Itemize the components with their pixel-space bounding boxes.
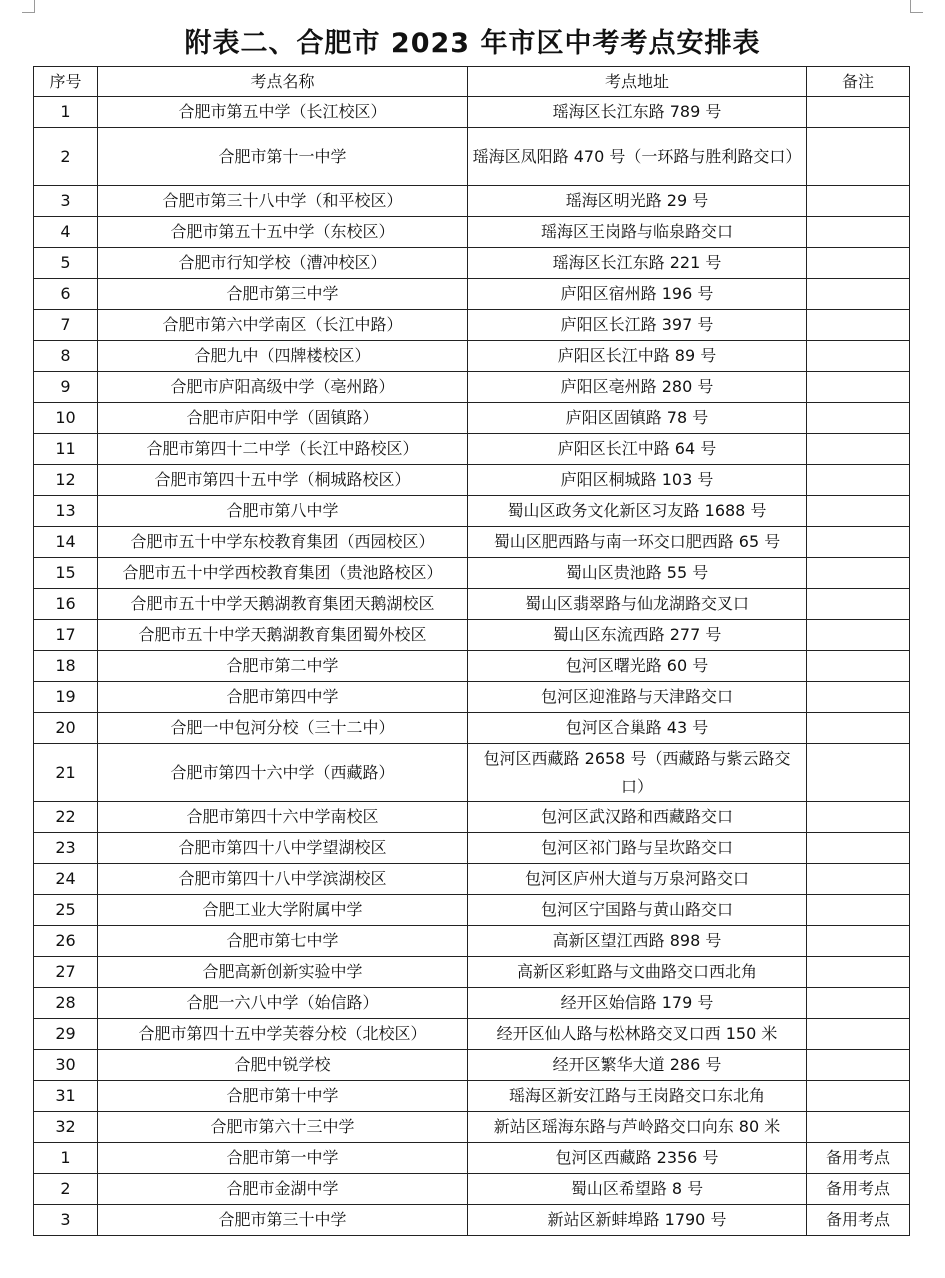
cell-note bbox=[807, 1081, 910, 1112]
table-row bbox=[34, 465, 910, 496]
cell-note bbox=[807, 895, 910, 926]
table-row bbox=[34, 620, 910, 651]
cell-no: 12 bbox=[34, 465, 98, 496]
cell-address: 蜀山区希望路 8 号 bbox=[468, 1174, 807, 1205]
cell-name: 合肥工业大学附属中学 bbox=[98, 895, 468, 926]
cell-name: 合肥市庐阳中学（固镇路） bbox=[98, 403, 468, 434]
cell-note bbox=[807, 217, 910, 248]
cell-name: 合肥高新创新实验中学 bbox=[98, 957, 468, 988]
header-address: 考点地址 bbox=[468, 67, 807, 97]
table-row bbox=[34, 279, 910, 310]
table-body bbox=[34, 97, 910, 1236]
cell-address: 庐阳区长江中路 64 号 bbox=[468, 434, 807, 465]
cell-note bbox=[807, 186, 910, 217]
cell-no: 6 bbox=[34, 279, 98, 310]
cell-address: 包河区西藏路 2356 号 bbox=[468, 1143, 807, 1174]
cell-name: 合肥市第五中学（长江校区） bbox=[98, 97, 468, 128]
cell-address: 包河区合巢路 43 号 bbox=[468, 713, 807, 744]
cell-note bbox=[807, 527, 910, 558]
cell-name: 合肥市第四十二中学（长江中路校区） bbox=[98, 434, 468, 465]
cell-name: 合肥市第二中学 bbox=[98, 651, 468, 682]
cell-address: 经开区仙人路与松林路交叉口西 150 米 bbox=[468, 1019, 807, 1050]
crop-mark-top-left bbox=[22, 0, 35, 13]
header-no: 序号 bbox=[34, 67, 98, 97]
cell-note bbox=[807, 802, 910, 833]
cell-note bbox=[807, 341, 910, 372]
table-row bbox=[34, 372, 910, 403]
cell-address: 庐阳区亳州路 280 号 bbox=[468, 372, 807, 403]
cell-no: 20 bbox=[34, 713, 98, 744]
cell-no: 28 bbox=[34, 988, 98, 1019]
table-row bbox=[34, 558, 910, 589]
cell-name: 合肥市第六十三中学 bbox=[98, 1112, 468, 1143]
cell-name: 合肥市第八中学 bbox=[98, 496, 468, 527]
table-header-row bbox=[34, 67, 910, 97]
table-row bbox=[34, 128, 910, 186]
table-row bbox=[34, 744, 910, 802]
cell-note: 备用考点 bbox=[807, 1143, 910, 1174]
table-row bbox=[34, 926, 910, 957]
cell-note bbox=[807, 310, 910, 341]
cell-address: 蜀山区贵池路 55 号 bbox=[468, 558, 807, 589]
cell-address: 包河区西藏路 2658 号（西藏路与紫云路交口） bbox=[468, 744, 807, 802]
cell-no: 19 bbox=[34, 682, 98, 713]
table-row bbox=[34, 1019, 910, 1050]
cell-name: 合肥市第四中学 bbox=[98, 682, 468, 713]
cell-note bbox=[807, 589, 910, 620]
cell-no: 10 bbox=[34, 403, 98, 434]
cell-name: 合肥市五十中学西校教育集团（贵池路校区） bbox=[98, 558, 468, 589]
cell-note bbox=[807, 682, 910, 713]
cell-no: 31 bbox=[34, 1081, 98, 1112]
cell-no: 29 bbox=[34, 1019, 98, 1050]
header-name: 考点名称 bbox=[98, 67, 468, 97]
table-row bbox=[34, 527, 910, 558]
table-row bbox=[34, 1112, 910, 1143]
cell-address: 新站区新蚌埠路 1790 号 bbox=[468, 1205, 807, 1236]
table-row bbox=[34, 988, 910, 1019]
cell-no: 1 bbox=[34, 1143, 98, 1174]
cell-no: 2 bbox=[34, 128, 98, 186]
cell-no: 27 bbox=[34, 957, 98, 988]
cell-address: 经开区繁华大道 286 号 bbox=[468, 1050, 807, 1081]
cell-no: 7 bbox=[34, 310, 98, 341]
cell-name: 合肥市第三十八中学（和平校区） bbox=[98, 186, 468, 217]
cell-name: 合肥市行知学校（漕冲校区） bbox=[98, 248, 468, 279]
cell-no: 26 bbox=[34, 926, 98, 957]
cell-no: 21 bbox=[34, 744, 98, 802]
cell-name: 合肥九中（四牌楼校区） bbox=[98, 341, 468, 372]
cell-note bbox=[807, 372, 910, 403]
cell-name: 合肥市第三中学 bbox=[98, 279, 468, 310]
cell-address: 庐阳区长江中路 89 号 bbox=[468, 341, 807, 372]
cell-address: 新站区瑶海东路与芦岭路交口向东 80 米 bbox=[468, 1112, 807, 1143]
cell-address: 瑶海区新安江路与王岗路交口东北角 bbox=[468, 1081, 807, 1112]
cell-name: 合肥市第一中学 bbox=[98, 1143, 468, 1174]
cell-address: 瑶海区王岗路与临泉路交口 bbox=[468, 217, 807, 248]
cell-note bbox=[807, 744, 910, 802]
cell-note bbox=[807, 403, 910, 434]
cell-no: 22 bbox=[34, 802, 98, 833]
cell-note bbox=[807, 465, 910, 496]
cell-no: 2 bbox=[34, 1174, 98, 1205]
cell-no: 5 bbox=[34, 248, 98, 279]
cell-name: 合肥市第三十中学 bbox=[98, 1205, 468, 1236]
table-row bbox=[34, 496, 910, 527]
cell-no: 24 bbox=[34, 864, 98, 895]
cell-name: 合肥市五十中学天鹅湖教育集团蜀外校区 bbox=[98, 620, 468, 651]
cell-name: 合肥市第十一中学 bbox=[98, 128, 468, 186]
cell-name: 合肥市五十中学天鹅湖教育集团天鹅湖校区 bbox=[98, 589, 468, 620]
header-note: 备注 bbox=[807, 67, 910, 97]
cell-address: 蜀山区翡翠路与仙龙湖路交叉口 bbox=[468, 589, 807, 620]
cell-address: 包河区曙光路 60 号 bbox=[468, 651, 807, 682]
cell-address: 瑶海区长江东路 221 号 bbox=[468, 248, 807, 279]
cell-address: 高新区彩虹路与文曲路交口西北角 bbox=[468, 957, 807, 988]
cell-name: 合肥市第四十八中学望湖校区 bbox=[98, 833, 468, 864]
table-row bbox=[34, 217, 910, 248]
cell-address: 庐阳区固镇路 78 号 bbox=[468, 403, 807, 434]
cell-name: 合肥市第五十五中学（东校区） bbox=[98, 217, 468, 248]
table-row bbox=[34, 651, 910, 682]
cell-note bbox=[807, 1112, 910, 1143]
table-row bbox=[34, 1205, 910, 1236]
cell-name: 合肥市第十中学 bbox=[98, 1081, 468, 1112]
cell-address: 经开区始信路 179 号 bbox=[468, 988, 807, 1019]
cell-address: 包河区庐州大道与万泉河路交口 bbox=[468, 864, 807, 895]
cell-note bbox=[807, 1019, 910, 1050]
cell-note bbox=[807, 496, 910, 527]
cell-name: 合肥市第六中学南区（长江中路） bbox=[98, 310, 468, 341]
cell-address: 瑶海区凤阳路 470 号（一环路与胜利路交口） bbox=[468, 128, 807, 186]
cell-address: 蜀山区政务文化新区习友路 1688 号 bbox=[468, 496, 807, 527]
cell-address: 包河区武汉路和西藏路交口 bbox=[468, 802, 807, 833]
cell-name: 合肥中锐学校 bbox=[98, 1050, 468, 1081]
crop-mark-top-right bbox=[910, 0, 923, 13]
cell-name: 合肥一中包河分校（三十二中） bbox=[98, 713, 468, 744]
cell-note bbox=[807, 926, 910, 957]
cell-address: 庐阳区桐城路 103 号 bbox=[468, 465, 807, 496]
cell-note bbox=[807, 97, 910, 128]
table-row bbox=[34, 1143, 910, 1174]
table-row bbox=[34, 589, 910, 620]
cell-name: 合肥市五十中学东校教育集团（西园校区） bbox=[98, 527, 468, 558]
cell-note bbox=[807, 279, 910, 310]
cell-name: 合肥市第四十五中学芙蓉分校（北校区） bbox=[98, 1019, 468, 1050]
cell-note bbox=[807, 833, 910, 864]
cell-no: 17 bbox=[34, 620, 98, 651]
cell-note bbox=[807, 957, 910, 988]
cell-name: 合肥市第四十八中学滨湖校区 bbox=[98, 864, 468, 895]
table-row bbox=[34, 1174, 910, 1205]
cell-name: 合肥一六八中学（始信路） bbox=[98, 988, 468, 1019]
cell-no: 16 bbox=[34, 589, 98, 620]
cell-address: 蜀山区肥西路与南一环交口肥西路 65 号 bbox=[468, 527, 807, 558]
cell-note bbox=[807, 713, 910, 744]
table-row bbox=[34, 957, 910, 988]
cell-no: 18 bbox=[34, 651, 98, 682]
cell-no: 14 bbox=[34, 527, 98, 558]
cell-no: 11 bbox=[34, 434, 98, 465]
cell-note bbox=[807, 248, 910, 279]
cell-note: 备用考点 bbox=[807, 1174, 910, 1205]
cell-address: 包河区迎淮路与天津路交口 bbox=[468, 682, 807, 713]
cell-name: 合肥市第四十五中学（桐城路校区） bbox=[98, 465, 468, 496]
cell-no: 15 bbox=[34, 558, 98, 589]
table-row bbox=[34, 864, 910, 895]
table-row bbox=[34, 186, 910, 217]
cell-no: 1 bbox=[34, 97, 98, 128]
cell-address: 瑶海区明光路 29 号 bbox=[468, 186, 807, 217]
cell-address: 瑶海区长江东路 789 号 bbox=[468, 97, 807, 128]
cell-no: 3 bbox=[34, 186, 98, 217]
cell-name: 合肥市第四十六中学（西藏路） bbox=[98, 744, 468, 802]
table-row bbox=[34, 248, 910, 279]
document-title: 附表二、合肥市 2023 年市区中考考点安排表 bbox=[184, 28, 761, 59]
table-row bbox=[34, 1081, 910, 1112]
table-row bbox=[34, 833, 910, 864]
cell-note bbox=[807, 434, 910, 465]
cell-address: 高新区望江西路 898 号 bbox=[468, 926, 807, 957]
cell-no: 9 bbox=[34, 372, 98, 403]
cell-note bbox=[807, 558, 910, 589]
cell-no: 32 bbox=[34, 1112, 98, 1143]
table-row bbox=[34, 341, 910, 372]
cell-note bbox=[807, 988, 910, 1019]
cell-note bbox=[807, 620, 910, 651]
cell-no: 25 bbox=[34, 895, 98, 926]
cell-address: 蜀山区东流西路 277 号 bbox=[468, 620, 807, 651]
cell-note: 备用考点 bbox=[807, 1205, 910, 1236]
table-row bbox=[34, 434, 910, 465]
cell-name: 合肥市第七中学 bbox=[98, 926, 468, 957]
cell-no: 4 bbox=[34, 217, 98, 248]
cell-note bbox=[807, 1050, 910, 1081]
cell-no: 8 bbox=[34, 341, 98, 372]
table-row bbox=[34, 1050, 910, 1081]
table-row bbox=[34, 403, 910, 434]
cell-address: 庐阳区宿州路 196 号 bbox=[468, 279, 807, 310]
cell-note bbox=[807, 128, 910, 186]
cell-no: 3 bbox=[34, 1205, 98, 1236]
table-row bbox=[34, 713, 910, 744]
cell-no: 23 bbox=[34, 833, 98, 864]
table-row bbox=[34, 895, 910, 926]
table-row bbox=[34, 682, 910, 713]
table-row bbox=[34, 310, 910, 341]
cell-address: 包河区祁门路与呈坎路交口 bbox=[468, 833, 807, 864]
cell-no: 13 bbox=[34, 496, 98, 527]
cell-name: 合肥市金湖中学 bbox=[98, 1174, 468, 1205]
cell-address: 包河区宁国路与黄山路交口 bbox=[468, 895, 807, 926]
cell-note bbox=[807, 864, 910, 895]
cell-note bbox=[807, 651, 910, 682]
cell-no: 30 bbox=[34, 1050, 98, 1081]
cell-name: 合肥市庐阳高级中学（亳州路） bbox=[98, 372, 468, 403]
table-row bbox=[34, 97, 910, 128]
cell-address: 庐阳区长江路 397 号 bbox=[468, 310, 807, 341]
table-row bbox=[34, 802, 910, 833]
cell-name: 合肥市第四十六中学南校区 bbox=[98, 802, 468, 833]
exam-site-table bbox=[33, 66, 910, 1236]
